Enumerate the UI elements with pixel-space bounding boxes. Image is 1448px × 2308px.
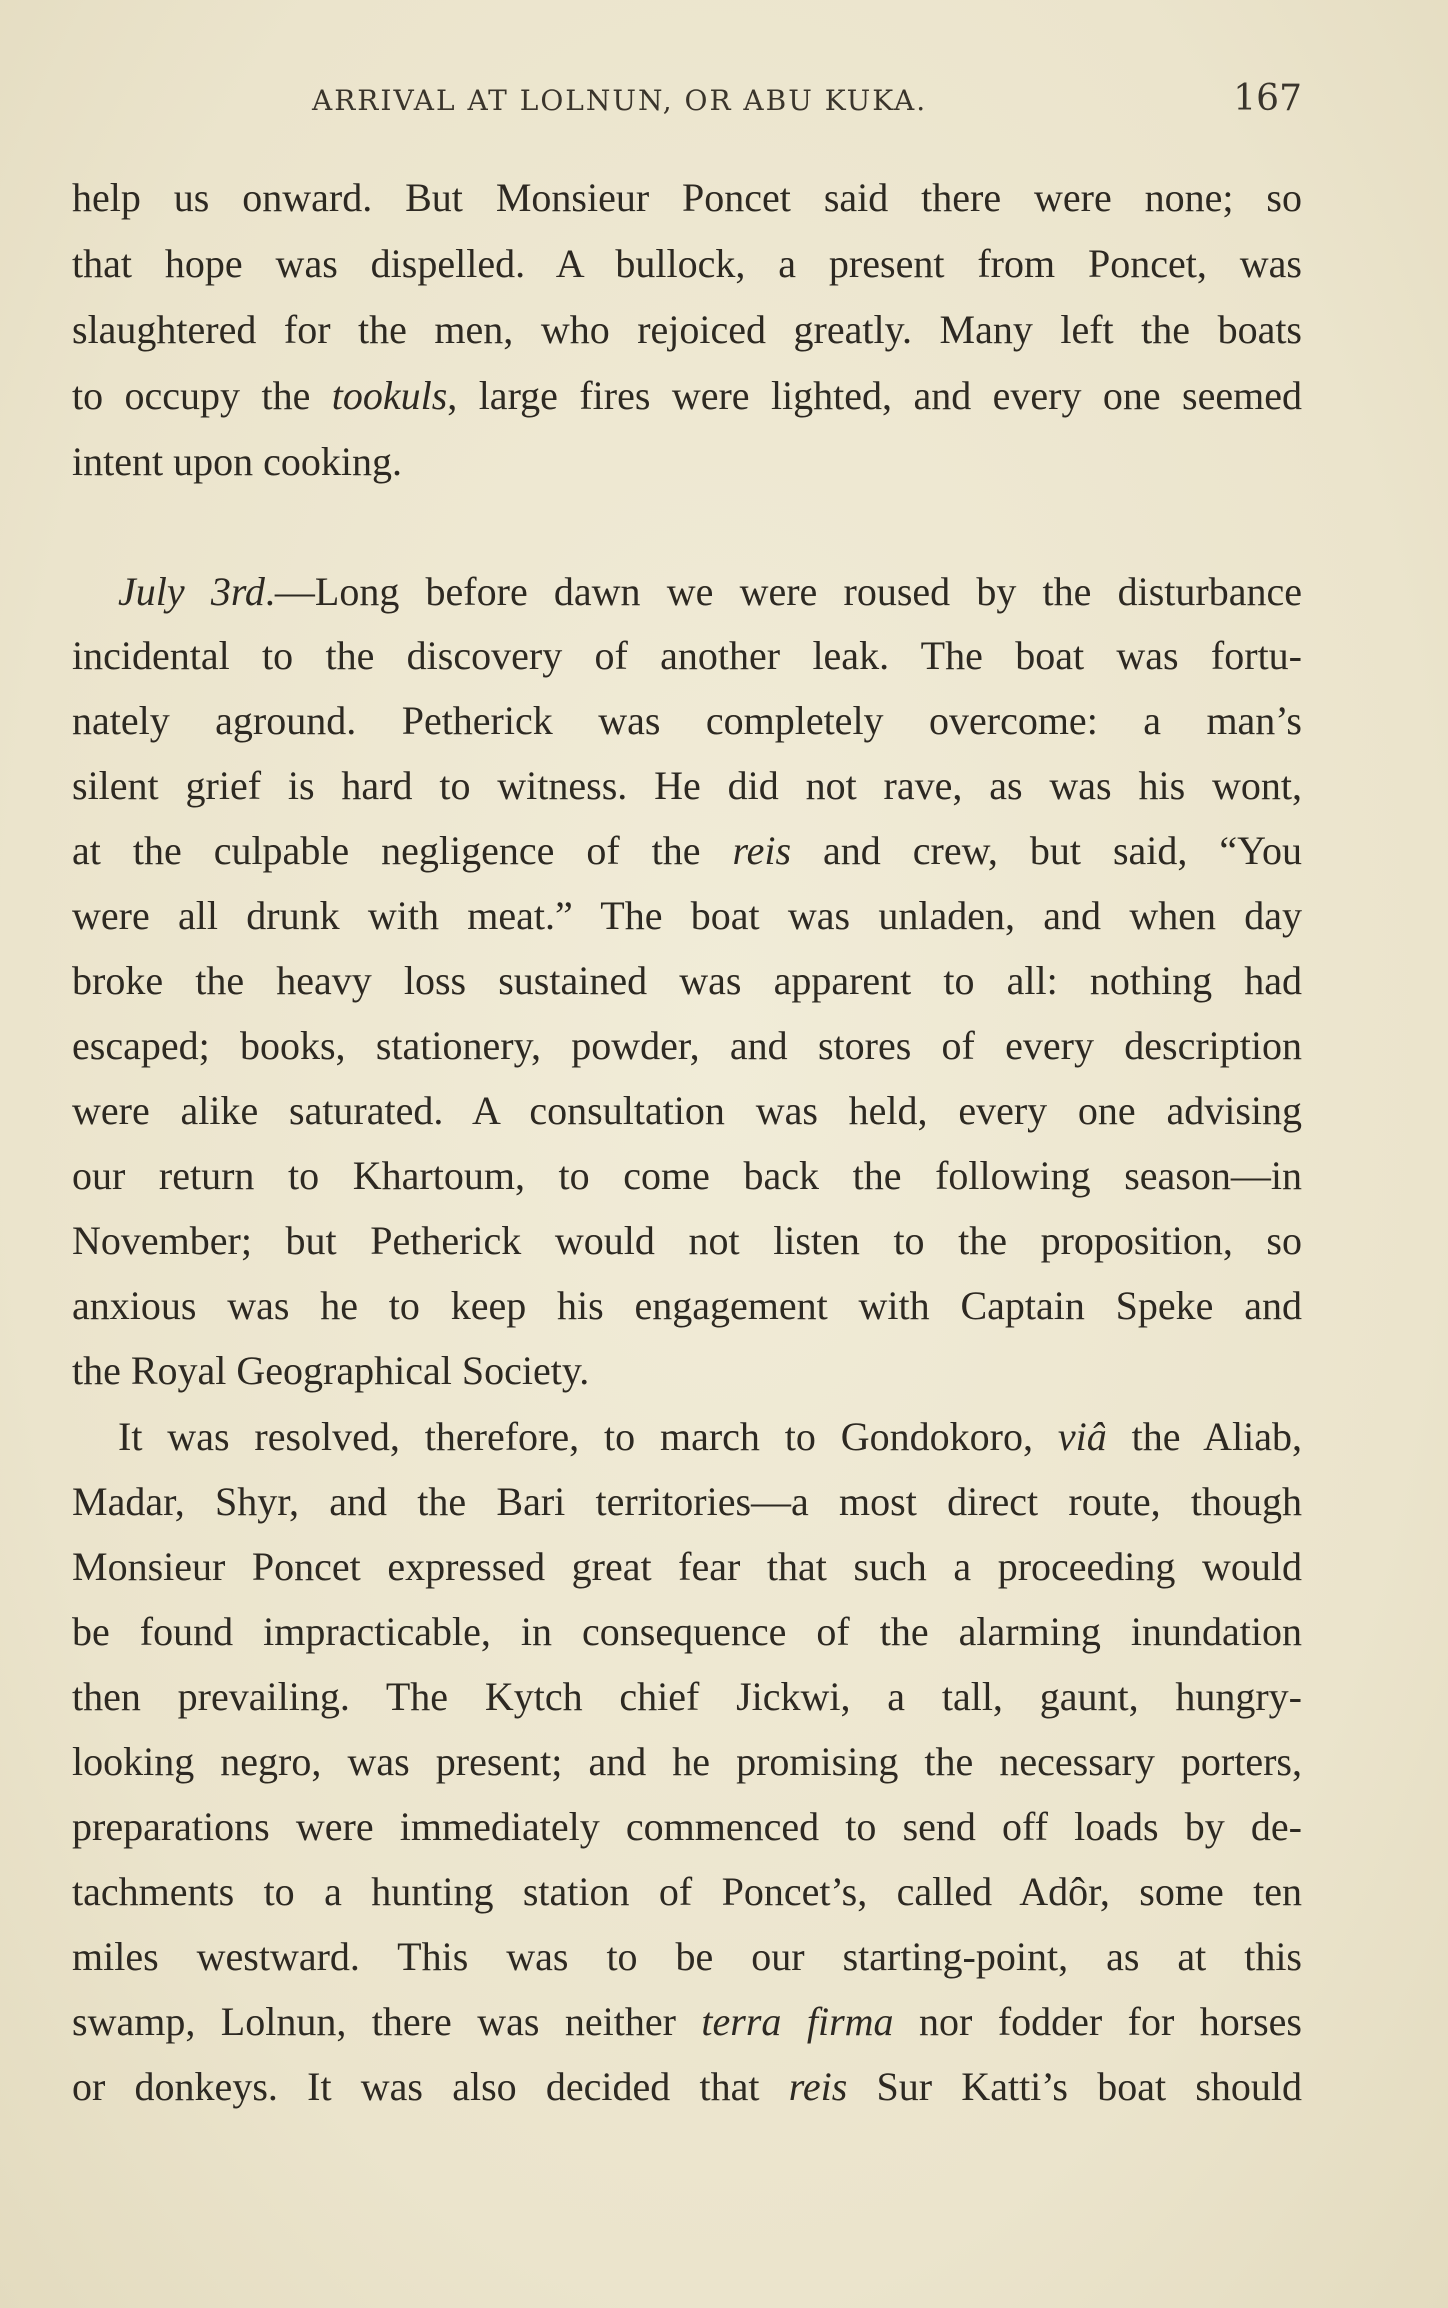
text-line: miles westward. This was to be our starting-point, as at this: [72, 1934, 1302, 1979]
text-line: incidental to the discovery of another leak. The boat was fortu-: [72, 633, 1302, 678]
text-line: that hope was dispelled. A bullock, a present from Poncet, was: [72, 241, 1302, 286]
italic-word: viâ: [1057, 1414, 1107, 1459]
text-line: our return to Khartoum, to come back the following season—in: [72, 1153, 1302, 1198]
text-line: looking negro, was present; and he promising the necessary porters,: [72, 1739, 1302, 1784]
text-line: help us onward. But Monsieur Poncet said there were none; so: [72, 175, 1302, 220]
text-line: the Royal Geographical Society.: [72, 1348, 590, 1393]
page-number: 167: [1233, 78, 1302, 119]
text-line: preparations were immediately commenced to send off loads by de-: [72, 1804, 1302, 1849]
text-line: Monsieur Poncet expressed great fear that such a proceeding would: [72, 1544, 1302, 1589]
text-line: be found impracticable, in consequence of the alarming inundation: [72, 1609, 1302, 1654]
text-line: nately aground. Petherick was completely overcome: a man’s: [72, 698, 1302, 743]
text-line: tachments to a hunting station of Poncet’s, called Adôr, some ten: [72, 1869, 1302, 1914]
italic-word: reis: [732, 828, 792, 873]
text-line: at the culpable negligence of the reis and crew, but said, “You: [72, 828, 1302, 873]
date-heading: July 3rd: [118, 569, 265, 614]
italic-word: reis: [788, 2064, 848, 2109]
text-line: Madar, Shyr, and the Bari territories—a most direct route, though: [72, 1479, 1302, 1524]
text-line: anxious was he to keep his engagement with Captain Speke and: [72, 1283, 1302, 1328]
text-line: intent upon cooking.: [72, 439, 402, 484]
text-line: were alike saturated. A consultation was held, every one advising: [72, 1088, 1302, 1133]
running-head-title: ARRIVAL AT LOLNUN, OR ABU KUKA.: [312, 84, 928, 117]
running-head: [72, 78, 1302, 138]
text-line: then prevailing. The Kytch chief Jickwi, a tall, gaunt, hungry-: [72, 1674, 1302, 1719]
text-line: swamp, Lolnun, there was neither terra firma nor fodder for horses: [72, 1999, 1302, 2044]
italic-word: tookuls: [331, 373, 448, 418]
text-line: were all drunk with meat.” The boat was unladen, and when day: [72, 893, 1302, 938]
text-line: November; but Petherick would not listen to the proposition, so: [72, 1218, 1302, 1263]
italic-word: terra firma: [701, 1999, 894, 2044]
text-line: silent grief is hard to witness. He did not rave, as was his wont,: [72, 763, 1302, 808]
text-line: broke the heavy loss sustained was apparent to all: nothing had: [72, 958, 1302, 1003]
text-line: to occupy the tookuls, large fires were lighted, and every one seemed: [72, 373, 1302, 418]
text-line: It was resolved, therefore, to march to Gondokoro, viâ the Aliab,: [118, 1414, 1303, 1459]
text-line: or donkeys. It was also decided that reis Sur Katti’s boat should: [72, 2064, 1302, 2109]
text-line: slaughtered for the men, who rejoiced greatly. Many left the boats: [72, 307, 1302, 352]
text-line: July 3rd.—Long before dawn we were roused by the disturbance: [118, 569, 1302, 614]
text-line: escaped; books, stationery, powder, and stores of every description: [72, 1023, 1302, 1068]
